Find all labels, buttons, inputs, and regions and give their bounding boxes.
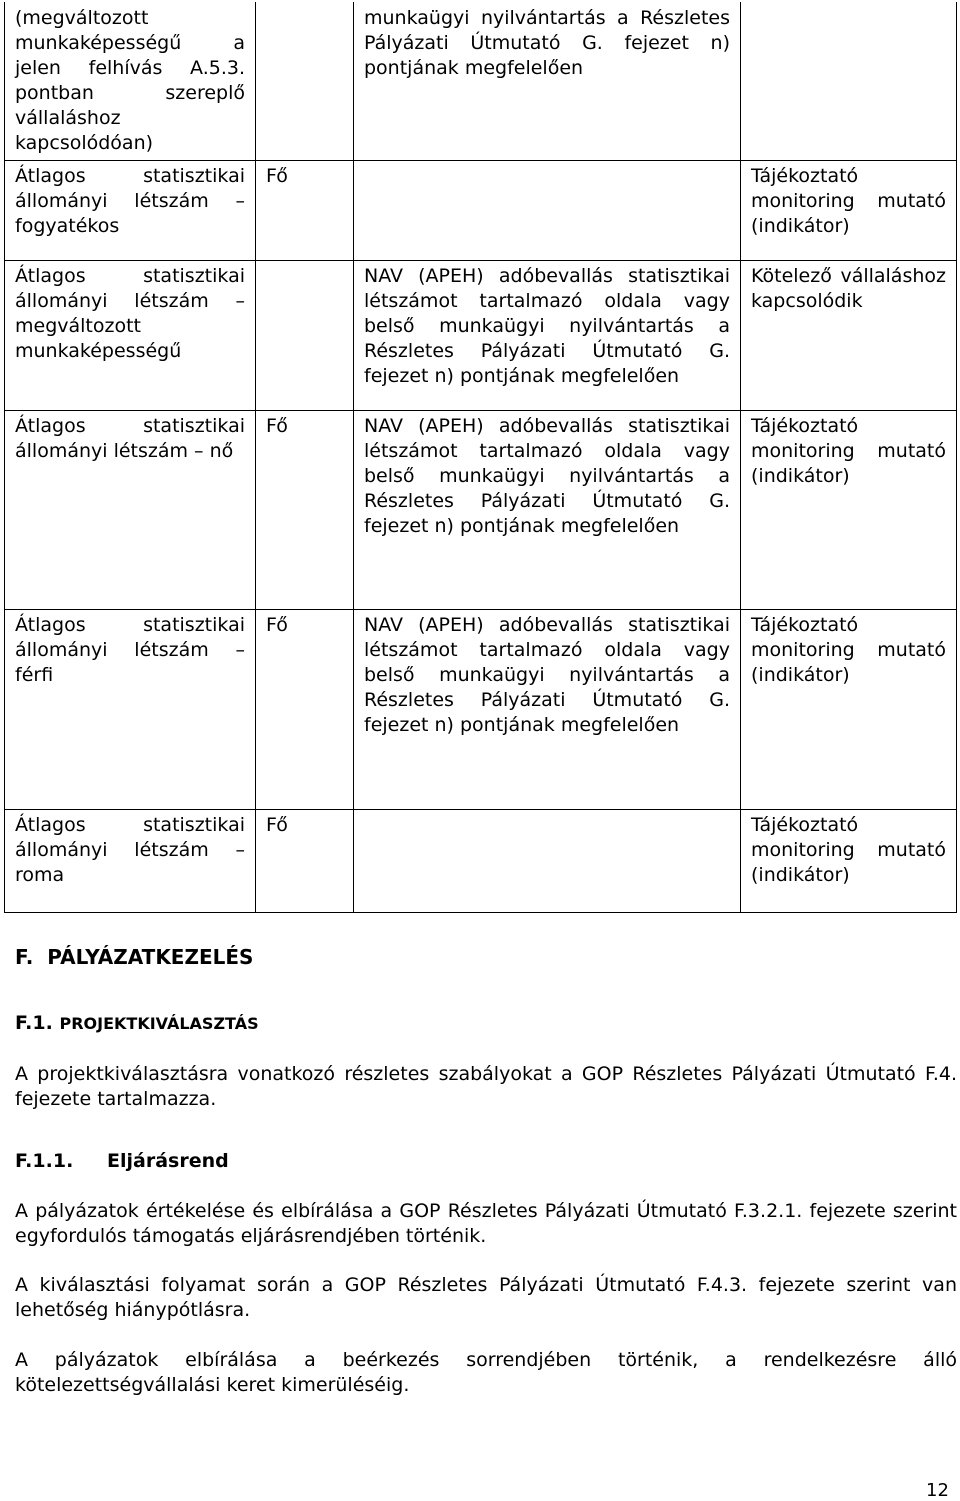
page-number: 12 xyxy=(926,1480,949,1501)
table-row xyxy=(5,411,957,610)
section-f-title: PÁLYÁZATKEZELÉS xyxy=(47,945,254,969)
source-cell xyxy=(354,810,741,913)
unit-cell: Fő xyxy=(256,610,354,810)
section-f1-number: F.1. xyxy=(15,1012,53,1034)
table-row xyxy=(5,161,957,261)
unit-cell: Fő xyxy=(256,161,354,261)
indicator-cell: Átlagos statisztikai állományi létszám – roma xyxy=(5,810,256,913)
table-row xyxy=(5,261,957,411)
unit-cell xyxy=(256,2,354,161)
indicator-cell: (megváltozott munkaképességű a jelen felhívás A.5.3. pontban szereplő vállaláshoz kapcsolódóan) xyxy=(5,2,256,161)
indicator-cell: Átlagos statisztikai állományi létszám – fogyatékos xyxy=(5,161,256,261)
section-f11-title: Eljárásrend xyxy=(107,1150,229,1172)
source-cell: NAV (APEH) adóbevallás statisztikai létszámot tartalmazó oldala vagy belső munkaügyi nyilvántartás a Részletes Pályázati Útmutató G. fejezet n) pontjának megfelelően xyxy=(354,261,741,411)
type-cell: Kötelező vállaláshoz kapcsolódik xyxy=(741,261,957,411)
indicator-cell: Átlagos statisztikai állományi létszám – megváltozott munkaképességű xyxy=(5,261,256,411)
table-row xyxy=(5,810,957,913)
section-f1-title: PROJEKTKIVÁLASZTÁS xyxy=(59,1014,259,1033)
section-f-number: F. xyxy=(15,945,34,969)
paragraph: A pályázatok elbírálása a beérkezés sorrendjében történik, a rendelkezésre álló kötelezettségvállalási keret kimerüléséig. xyxy=(15,1349,957,1396)
type-cell: Tájékoztató monitoring mutató (indikátor) xyxy=(741,610,957,810)
type-cell xyxy=(741,2,957,161)
type-cell: Tájékoztató monitoring mutató (indikátor) xyxy=(741,161,957,261)
source-cell: munkaügyi nyilvántartás a Részletes Pályázati Útmutató G. fejezet n) pontjának megfelelően xyxy=(354,2,741,161)
table-row xyxy=(5,610,957,810)
unit-cell: Fő xyxy=(256,411,354,610)
paragraph: A kiválasztási folyamat során a GOP Részletes Pályázati Útmutató F.4.3. fejezete szerint van lehetőség hiánypótlásra. xyxy=(15,1274,957,1321)
type-cell: Tájékoztató monitoring mutató (indikátor) xyxy=(741,411,957,610)
indicator-table xyxy=(4,2,957,913)
paragraph: A pályázatok értékelése és elbírálása a GOP Részletes Pályázati Útmutató F.3.2.1. fejezete szerint egyfordulós támogatás eljárásrendjében történik. xyxy=(15,1200,957,1247)
source-cell xyxy=(354,161,741,261)
section-f11-heading xyxy=(15,1150,229,1172)
table-row xyxy=(5,2,957,161)
section-f11-number: F.1.1. xyxy=(15,1150,74,1172)
unit-cell: Fő xyxy=(256,810,354,913)
indicator-cell: Átlagos statisztikai állományi létszám – férfi xyxy=(5,610,256,810)
section-f-heading xyxy=(15,945,253,969)
paragraph-f1: A projektkiválasztásra vonatkozó részletes szabályokat a GOP Részletes Pályázati Útmutató F.4. fejezete tartalmazza. xyxy=(15,1063,957,1110)
source-cell: NAV (APEH) adóbevallás statisztikai létszámot tartalmazó oldala vagy belső munkaügyi nyilvántartás a Részletes Pályázati Útmutató G. fejezet n) pontjának megfelelően xyxy=(354,411,741,610)
section-f1-heading xyxy=(15,1012,259,1034)
source-cell: NAV (APEH) adóbevallás statisztikai létszámot tartalmazó oldala vagy belső munkaügyi nyilvántartás a Részletes Pályázati Útmutató G. fejezet n) pontjának megfelelően xyxy=(354,610,741,810)
indicator-cell: Átlagos statisztikai állományi létszám – nő xyxy=(5,411,256,610)
type-cell: Tájékoztató monitoring mutató (indikátor) xyxy=(741,810,957,913)
unit-cell xyxy=(256,261,354,411)
